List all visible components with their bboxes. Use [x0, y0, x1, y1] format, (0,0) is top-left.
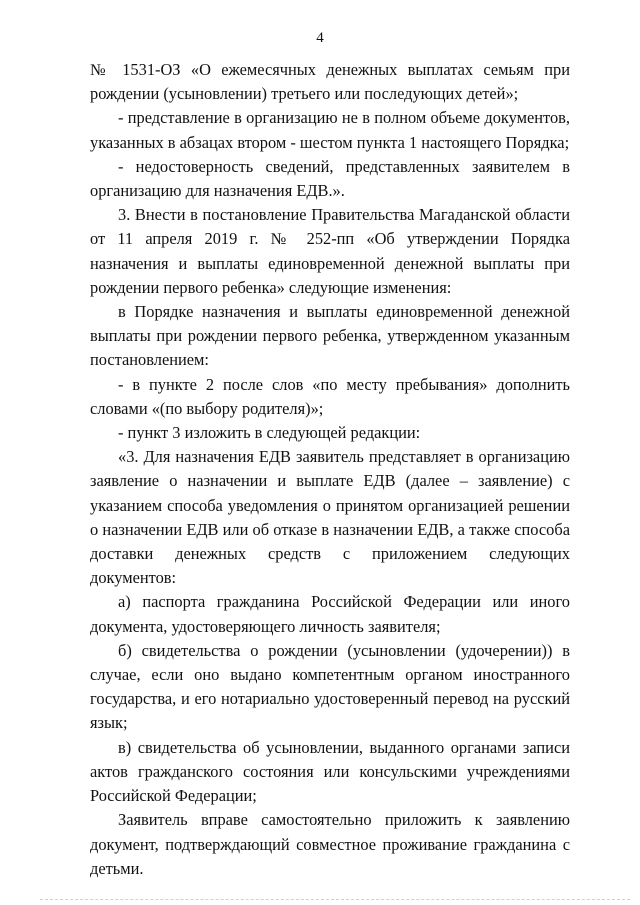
- paragraph-item-3-amend: 3. Внести в постановление Правительства Магаданской области от 11 апреля 2019 г. № 252-пп «Об утверждении Порядка назначения и выплаты единовременной денежной выплаты при рождении первого ребенка» следующие изменения:: [90, 205, 570, 297]
- paragraph-subitem-v: в) свидетельства об усыновлении, выданного органами записи актов гражданского состояния или консульскими учреждениями Российской Федерации;: [90, 737, 570, 806]
- paragraph-subitem-b: б) свидетельства о рождении (усыновлении (удочерении)) в случае, если оно выдано компетентным органом иностранного государства, и его нотариально удостоверенный перевод на русский язык;: [90, 640, 570, 733]
- paragraph-point-3: - пункт 3 изложить в следующей редакции:: [118, 423, 421, 443]
- paragraph-applicant-right: Заявитель вправе самостоятельно приложить к заявлению документ, подтверждающий совместное проживание гражданина с детьми.: [90, 810, 570, 878]
- paragraph-inaccurate-info: - недостоверность сведений, представленных заявителем в организацию для назначения ЕДВ.».: [90, 156, 570, 201]
- paragraph-law-reference: № 1531-ОЗ «О ежемесячных денежных выплатах семьям при рождении (усыновлении) третьего или последующих детей»;: [90, 60, 570, 104]
- page-number: 4: [316, 30, 324, 46]
- paragraph-procedure: в Порядке назначения и выплаты единовременной денежной выплаты при рождении первого ребенка, утвержденном указанным постановлением:: [90, 302, 570, 370]
- paragraph-new-point-3: «3. Для назначения ЕДВ заявитель представляет в организацию заявление о назначении и выплате ЕДВ (далее – заявление) с указанием способа уведомления о принятом организацией решении о назначении ЕДВ или об отказе в назначении ЕДВ, а также способа доставки денежных средств с приложением следующих документов:: [90, 447, 570, 588]
- page-bottom-edge: [40, 899, 630, 900]
- document-body: [90, 58, 570, 881]
- paragraph-point-2: - в пункте 2 после слов «по месту пребывания» дополнить словами «(по выбору родителя)»;: [90, 374, 570, 418]
- paragraph-incomplete-documents: - представление в организацию не в полном объеме документов, указанных в абзацах втором - шестом пункта 1 настоящего Порядка;: [90, 108, 570, 152]
- paragraph-subitem-a: а) паспорта гражданина Российской Федерации или иного документа, удостоверяющего личность заявителя;: [90, 592, 570, 636]
